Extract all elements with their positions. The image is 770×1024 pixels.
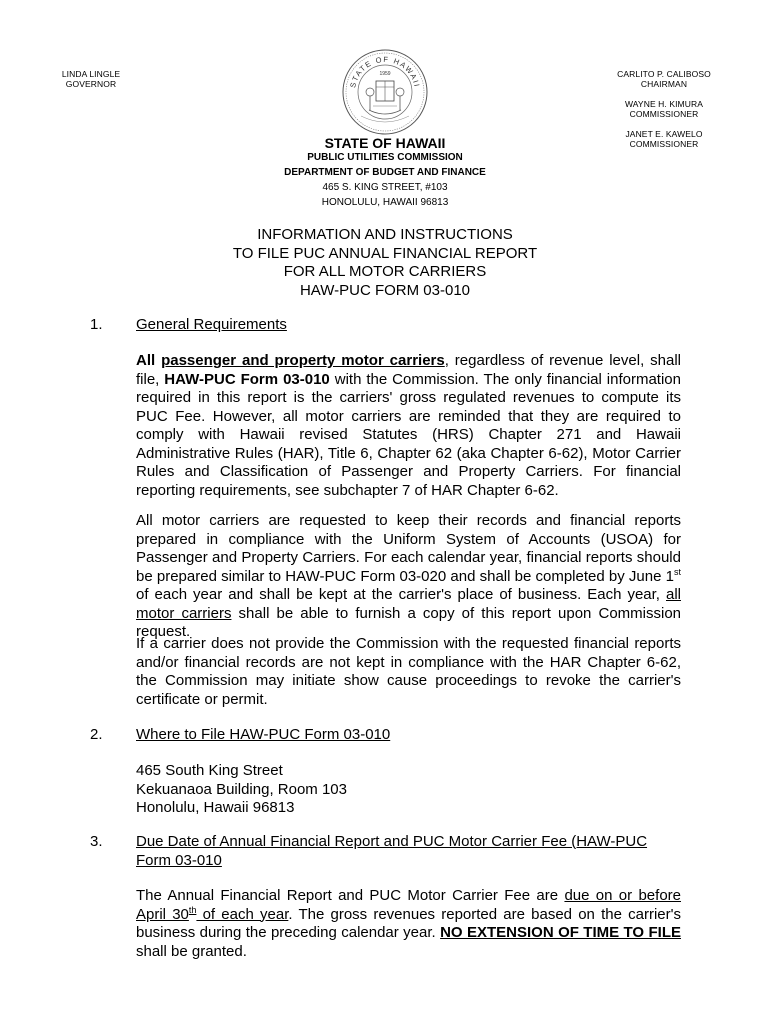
commission-name: PUBLIC UTILITIES COMMISSION — [307, 152, 463, 163]
text: , regardless of revenue level, shall file, — [136, 352, 681, 388]
governor-block — [52, 69, 130, 89]
superscript: th — [188, 904, 197, 915]
governor-title: GOVERNOR — [65, 79, 117, 89]
paragraph: If a carrier does not provide the Commission with the requested financial reports and/or financial records are not kept in compliance with the HAR Chapter 6-62, the Commission may initiate show cause proceedings to revoke the carrier's certificate or permit. — [136, 635, 681, 708]
title-line: FOR ALL MOTOR CARRIERS — [283, 263, 487, 280]
seal-text: STATE OF HAWAII — [348, 54, 422, 89]
commissioner-name: JANET E. KAWELO — [625, 129, 703, 139]
underline-text: due on or before April 30 — [136, 887, 681, 923]
address-line: Kekuanaoa Building, Room 103 — [136, 780, 347, 798]
agency-address-line2: HONOLULU, HAWAII 96813 — [321, 197, 449, 208]
text: with the Commission. The only financial information required in this report is the carriers' gross regulated revenues to compute its PUC Fee. However, all motor carriers are reminded that they are required to comply with Hawaii revised Statutes (HRS) Chapter 271 and Hawaii Administrative Rules (HAR), Title 6, Chapter 62 (aka Chapter 6-62), Motor Carrier Rules and Classification of Passenger and Property Carriers. For financial reporting requirements, see subchapter 7 of HAR Chapter 6-62. — [136, 370, 681, 499]
form-name-bold: HAW-PUC Form 03-010 — [164, 370, 330, 388]
filing-address — [136, 762, 681, 818]
section-number: 3. — [90, 833, 103, 850]
paragraph — [136, 512, 681, 642]
commissioner-title: CHAIRMAN — [640, 79, 688, 89]
section-number: 1. — [90, 316, 103, 333]
commissioner-entry — [606, 69, 722, 89]
commissioner-name: WAYNE H. KIMURA — [624, 99, 703, 109]
title-line: INFORMATION AND INSTRUCTIONS — [257, 226, 513, 243]
section-heading: Due Date of Annual Financial Report and PUC Motor Carrier Fee (HAW-PUC Form 03-010 — [136, 833, 648, 869]
text: shall be able to furnish a copy of this report upon Commission request. — [136, 604, 681, 640]
underline-text: of each year — [196, 905, 289, 923]
title-line: HAW-PUC FORM 03-010 — [299, 281, 471, 299]
superscript: st — [673, 566, 681, 577]
underline-text: all motor carriers — [136, 586, 681, 622]
document-title — [0, 226, 770, 300]
commissioner-title: COMMISSIONER — [629, 139, 699, 149]
address-line: 465 South King Street — [136, 762, 283, 779]
governor-name: LINDA LINGLE — [61, 69, 121, 79]
bold-underline-text: NO EXTENSION OF TIME TO FILE — [440, 924, 681, 941]
department-name: DEPARTMENT OF BUDGET AND FINANCE — [284, 167, 486, 178]
section-heading: Where to File HAW-PUC Form 03-010 — [136, 726, 391, 743]
text: shall be granted. — [136, 942, 247, 960]
text: of each year and shall be kept at the carrier's place of business. Each year, — [136, 586, 666, 603]
text: The Annual Financial Report and PUC Motor Carrier Fee are — [136, 887, 565, 904]
commissioner-name: CARLITO P. CALIBOSO — [617, 69, 711, 79]
bold-text: All — [136, 352, 162, 369]
state-name: STATE OF HAWAII — [324, 135, 446, 151]
section-number: 2. — [90, 726, 103, 743]
text: . The gross revenues reported are based on the carrier's business during the preceding calendar year. — [136, 905, 681, 941]
section-heading: General Requirements — [136, 316, 287, 333]
bold-underline-text: passenger and property motor carriers — [161, 352, 445, 369]
title-line: TO FILE PUC ANNUAL FINANCIAL REPORT — [232, 244, 538, 262]
seal-year: 1959 — [379, 71, 391, 77]
paragraph — [136, 887, 681, 961]
address-line: Honolulu, Hawaii 96813 — [136, 799, 295, 816]
agency-address-line1: 465 S. KING STREET, #103 — [322, 182, 448, 193]
commissioner-entry — [606, 99, 722, 119]
text: All motor carriers are requested to keep their records and financial reports prepared in compliance with the Uniform System of Accounts (USOA) for Passenger and Property Carriers. For each calendar year, financial reports should be prepared similar to HAW-PUC Form 03-020 and shall be completed by June 1 — [136, 512, 681, 585]
state-seal-icon — [341, 48, 429, 136]
paragraph — [136, 352, 681, 500]
commissioner-title: COMMISSIONER — [629, 109, 699, 119]
